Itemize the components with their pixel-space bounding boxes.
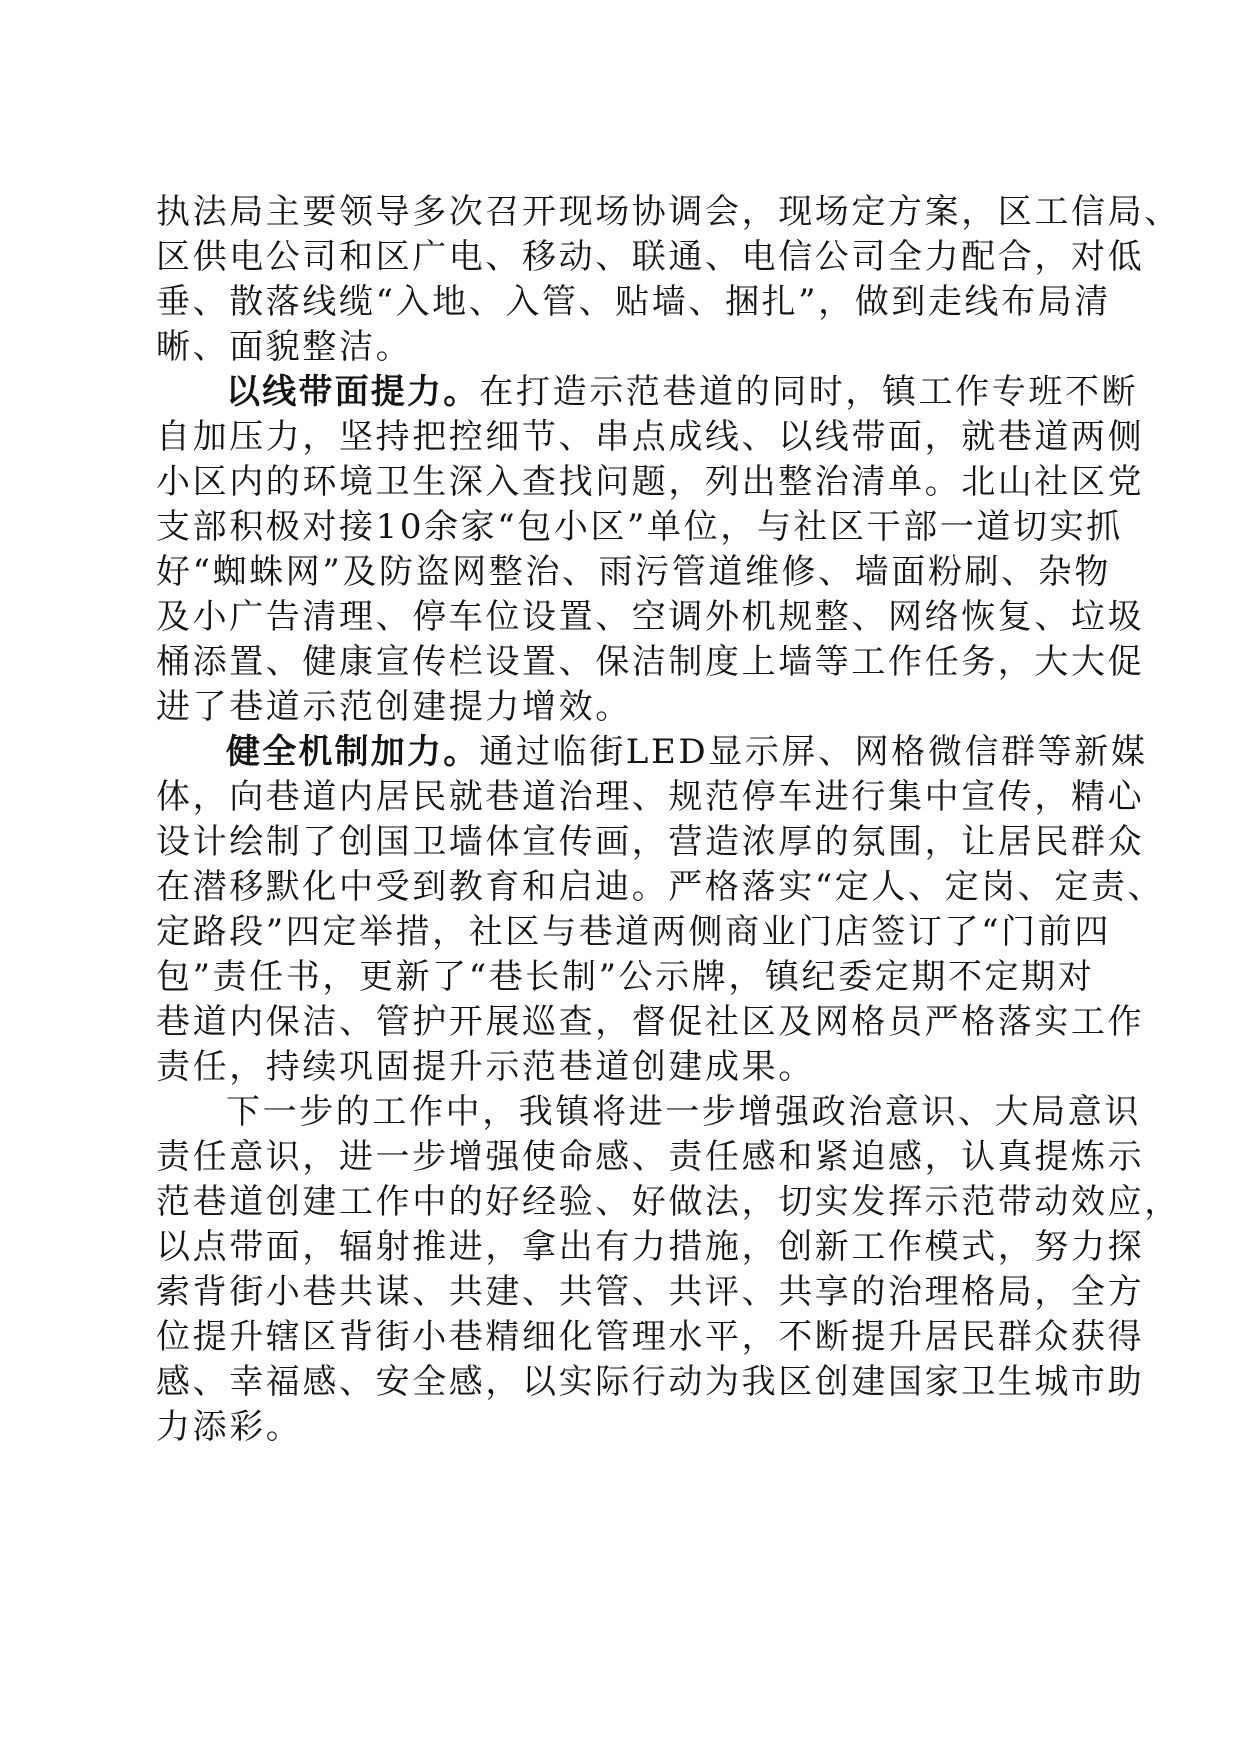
paragraph-4	[156, 1090, 1181, 1450]
text-line: 责任意识，进一步增强使命感、责任感和紧迫感，认真提炼示	[156, 1137, 1145, 1177]
text-line: 在潜移默化中受到教育和启迪。严格落实“定人、定岗、定责、	[156, 867, 1165, 907]
text-line: 包”责任书，更新了“巷长制”公示牌，镇纪委定期不定期对	[156, 957, 1095, 997]
paragraph-2	[156, 370, 1145, 730]
text-line: 以点带面，辐射推进，拿出有力措施，创新工作模式，努力探	[156, 1227, 1145, 1267]
text-line: 晰、面貌整洁。	[156, 327, 413, 367]
text-line: 索背街小巷共谋、共建、共管、共评、共享的治理格局，全方	[156, 1272, 1145, 1312]
paragraph-heading: 以线带面提力。	[226, 372, 480, 412]
paragraph-first-line	[156, 370, 1139, 415]
paragraph-1	[156, 190, 1181, 370]
text-line: 小区内的环境卫生深入查找问题，列出整治清单。北山社区党	[156, 462, 1145, 502]
text-line: 范巷道创建工作中的好经验、好做法，切实发挥示范带动效应，	[156, 1182, 1181, 1222]
text-line: 垂、散落线缆“入地、入管、贴墙、捆扎”，做到走线布局清	[156, 282, 1111, 322]
text-run: 通过临街LED显示屏、网格微信群等新媒	[479, 732, 1148, 772]
text-line: 好“蜘蛛网”及防盗网整治、雨污管道维修、墙面粉刷、杂物	[156, 552, 1111, 592]
paragraph-first-line	[156, 730, 1148, 775]
text-line: 位提升辖区背街小巷精细化管理水平，不断提升居民群众获得	[156, 1317, 1145, 1357]
text-line: 及小广告清理、停车位设置、空调外机规整、网络恢复、垃圾	[156, 597, 1145, 637]
paragraph-heading: 健全机制加力。	[226, 732, 480, 772]
text-line: 责任，持续巩固提升示范巷道创建成果。	[156, 1047, 815, 1087]
text-line: 感、幸福感、安全感，以实际行动为我区创建国家卫生城市助	[156, 1362, 1145, 1402]
text-line: 执法局主要领导多次召开现场协调会，现场定方案，区工信局、	[156, 192, 1181, 232]
text-line: 桶添置、健康宣传栏设置、保洁制度上墙等工作任务，大大促	[156, 642, 1145, 682]
paragraph-3	[156, 730, 1165, 1090]
text-run: 在打造示范巷道的同时，镇工作专班不断	[479, 372, 1139, 412]
text-line: 力添彩。	[156, 1407, 303, 1447]
text-line: 设计绘制了创国卫墙体宣传画，营造浓厚的氛围，让居民群众	[156, 822, 1145, 862]
text-line: 定路段”四定举措，社区与巷道两侧商业门店签订了“门前四	[156, 912, 1111, 952]
text-line: 区供电公司和区广电、移动、联通、电信公司全力配合，对低	[156, 237, 1145, 277]
text-line: 进了巷道示范创建提力增效。	[156, 687, 632, 727]
document-body	[156, 190, 1181, 1450]
text-line: 体，向巷道内居民就巷道治理、规范停车进行集中宣传，精心	[156, 777, 1145, 817]
text-line: 下一步的工作中，我镇将进一步增强政治意识、大局意识	[226, 1092, 1141, 1132]
text-line: 支部积极对接10余家“包小区”单位，与社区干部一道切实抓	[156, 507, 1123, 547]
text-line: 巷道内保洁、管护开展巡查，督促社区及网格员严格落实工作	[156, 1002, 1145, 1042]
text-line: 自加压力，坚持把控细节、串点成线、以线带面，就巷道两侧	[156, 417, 1145, 457]
